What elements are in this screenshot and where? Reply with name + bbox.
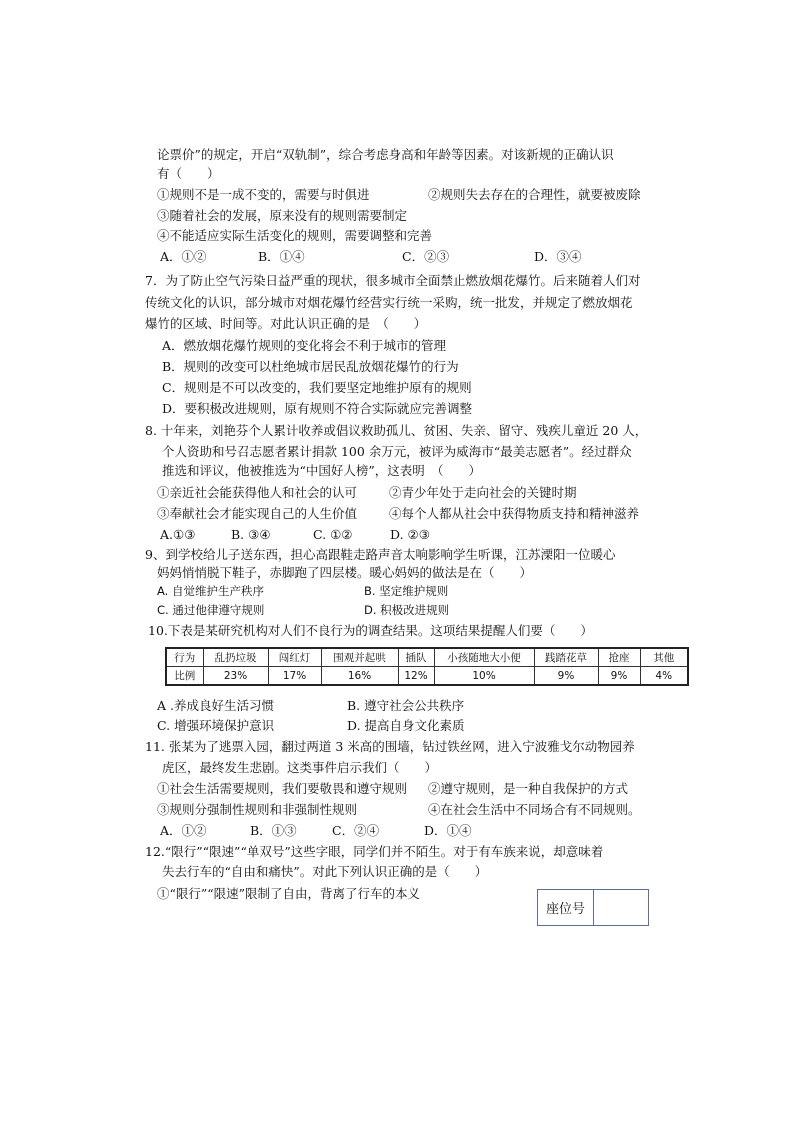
q11-option-4: ④在社会生活中不同场合有不同规则。 xyxy=(428,802,641,817)
q9-option-d: D. 积极改进规则 xyxy=(364,603,450,617)
table-cell: 4% xyxy=(640,667,688,686)
table-header-cell: 抢座 xyxy=(598,648,640,667)
q7-option-a: A．燃放烟花爆竹规则的变化将会不利于城市的管理 xyxy=(162,338,447,353)
q9-stem-line2: 妈妈悄悄脱下鞋子，赤脚跑了四层楼。暖心妈妈的做法是在（ ） xyxy=(157,565,533,580)
table-header-cell: 行为 xyxy=(166,648,203,667)
q12-stem-line2: 失去行车的“自由和痛快”。对此下列认识正确的是（ ） xyxy=(162,864,488,879)
q10-stem: 10.下表是某研究机构对人们不良行为的调查结果。这项结果提醒人们要（ ） xyxy=(148,623,593,638)
q11-option-1: ①社会生活需要规则，我们要敬畏和遵守规则 xyxy=(157,781,408,796)
q11-stem-line2: 虎区，最终发生悲剧。这类事件启示我们（ ） xyxy=(162,760,438,775)
q8-option-1: ①亲近社会能获得他人和社会的认可 xyxy=(157,485,358,500)
table-header-cell: 闯红灯 xyxy=(268,648,321,667)
q6-option-3: ③随着社会的发展，原来没有的规则需要制定 xyxy=(157,208,408,223)
q8-choice-c: C. ①② xyxy=(313,527,353,542)
q6-option-4: ④不能适应实际生活变化的规则，需要调整和完善 xyxy=(157,228,433,243)
q9-option-a: A. 自觉维护生产秩序 xyxy=(157,584,264,598)
q6-choice-a: A．①② xyxy=(160,249,207,264)
q12-option-1: ①“限行”“限速”限制了自由，背离了行车的本义 xyxy=(157,886,421,901)
survey-table xyxy=(165,647,689,686)
table-cell: 12% xyxy=(398,667,434,686)
table-cell: 16% xyxy=(321,667,398,686)
table-cell: 17% xyxy=(268,667,321,686)
table-header-cell: 插队 xyxy=(398,648,434,667)
seat-number-label: 座位号 xyxy=(538,890,594,925)
q6-choice-d: D．③④ xyxy=(534,249,582,264)
q11-choice-a: A．①② xyxy=(160,823,207,838)
q8-option-2: ②青少年处于走向社会的关键时期 xyxy=(389,485,577,500)
table-cell: 9% xyxy=(534,667,598,686)
table-row xyxy=(166,648,688,667)
table-header-cell: 围观并起哄 xyxy=(321,648,398,667)
table-cell: 23% xyxy=(203,667,268,686)
q9-option-b: B. 坚定维护规则 xyxy=(364,584,449,598)
seat-number-box xyxy=(537,889,649,926)
q11-stem-line1: 11. 张某为了逃票入园，翻过两道 3 米高的围墙，钻过铁丝网，进入宁波雅戈尔动物园养 xyxy=(145,739,635,754)
q9-stem-line1: 9、到学校给儿子送东西，担心高跟鞋走路声音太响影响学生听课，江苏溧阳一位暖心 xyxy=(145,547,616,562)
table-cell: 比例 xyxy=(166,667,203,686)
q7-option-d: D．要积极改进规则，原有规则不符合实际就应完善调整 xyxy=(162,401,473,416)
q11-option-2: ②遵守规则，是一种自我保护的方式 xyxy=(428,781,629,796)
table-cell: 10% xyxy=(434,667,534,686)
q8-choice-a: A.①③ xyxy=(160,527,196,542)
q6-option-1: ①规则不是一成不变的，需要与时俱进 xyxy=(157,187,370,202)
q11-choice-d: D．①④ xyxy=(424,823,472,838)
q11-choice-b: B．①③ xyxy=(250,823,297,838)
q6-stem-line2: 有（ ） xyxy=(157,166,220,181)
q7-stem-line3: 爆竹的区域、时间等。对此认识正确的是 （ ） xyxy=(145,316,427,331)
seat-number-field[interactable] xyxy=(594,890,648,925)
q8-option-4: ④每个人都从社会中获得物质支持和精神滋养 xyxy=(389,506,640,521)
table-header-cell: 其他 xyxy=(640,648,688,667)
table-header-cell: 践踏花草 xyxy=(534,648,598,667)
q7-stem-line2: 传统文化的认识，部分城市对烟花爆竹经营实行统一采购，统一批发，并规定了燃放烟花 xyxy=(145,295,633,310)
q8-choice-d: D. ②③ xyxy=(390,527,430,542)
q8-stem-line1: 8. 十年来，刘艳芬个人累计收养或倡议救助孤儿、贫困、失亲、留守、残疾儿童近 20 人， xyxy=(145,423,648,438)
table-header-cell: 乱扔垃圾 xyxy=(203,648,268,667)
q9-option-c: C. 通过他律遵守规则 xyxy=(157,603,265,617)
q7-option-b: B．规则的改变可以杜绝城市居民乱放烟花爆竹的行为 xyxy=(162,359,459,374)
q10-option-b: B. 遵守社会公共秩序 xyxy=(347,698,465,713)
q6-choice-c: C．②③ xyxy=(402,249,450,264)
q10-option-d: D. 提高自身文化素质 xyxy=(347,718,465,733)
table-cell: 9% xyxy=(598,667,640,686)
q10-option-c: C. 增强环境保护意识 xyxy=(157,718,275,733)
q10-option-a: A .养成良好生活习惯 xyxy=(157,698,274,713)
table-row xyxy=(166,667,688,686)
q6-option-2: ②规则失去存在的合理性，就要被废除 xyxy=(428,187,641,202)
q11-option-3: ③规则分强制性规则和非强制性规则 xyxy=(157,802,358,817)
q6-stem-line1: 论票价”的规定，开启“双轨制”，综合考虑身高和年龄等因素。对该新规的正确认识 xyxy=(157,147,614,162)
q8-option-3: ③奉献社会才能实现自己的人生价值 xyxy=(157,506,358,521)
q6-choice-b: B．①④ xyxy=(258,249,305,264)
table-header-cell: 小孩随地大小便 xyxy=(434,648,534,667)
q7-option-c: C．规则是不可以改变的，我们要坚定地维护原有的规则 xyxy=(162,380,472,395)
q8-choice-b: B. ③④ xyxy=(231,527,271,542)
q7-stem-line1: 7．为了防止空气污染日益严重的现状，很多城市全面禁止燃放烟花爆竹。后来随着人们对 xyxy=(145,273,641,288)
q12-stem-line1: 12.“限行”“限速”“单双号”这些字眼，同学们并不陌生。对于有车族来说，却意味着 xyxy=(145,844,604,859)
q8-stem-line2: 个人资助和号召志愿者累计捐款 100 余万元，被评为威海市“最美志愿者”。经过群众 xyxy=(162,444,632,459)
q8-stem-line3: 推选和评议，他被推选为“中国好人榜”，这表明 （ ） xyxy=(162,463,482,478)
q11-choice-c: C．②④ xyxy=(332,823,380,838)
